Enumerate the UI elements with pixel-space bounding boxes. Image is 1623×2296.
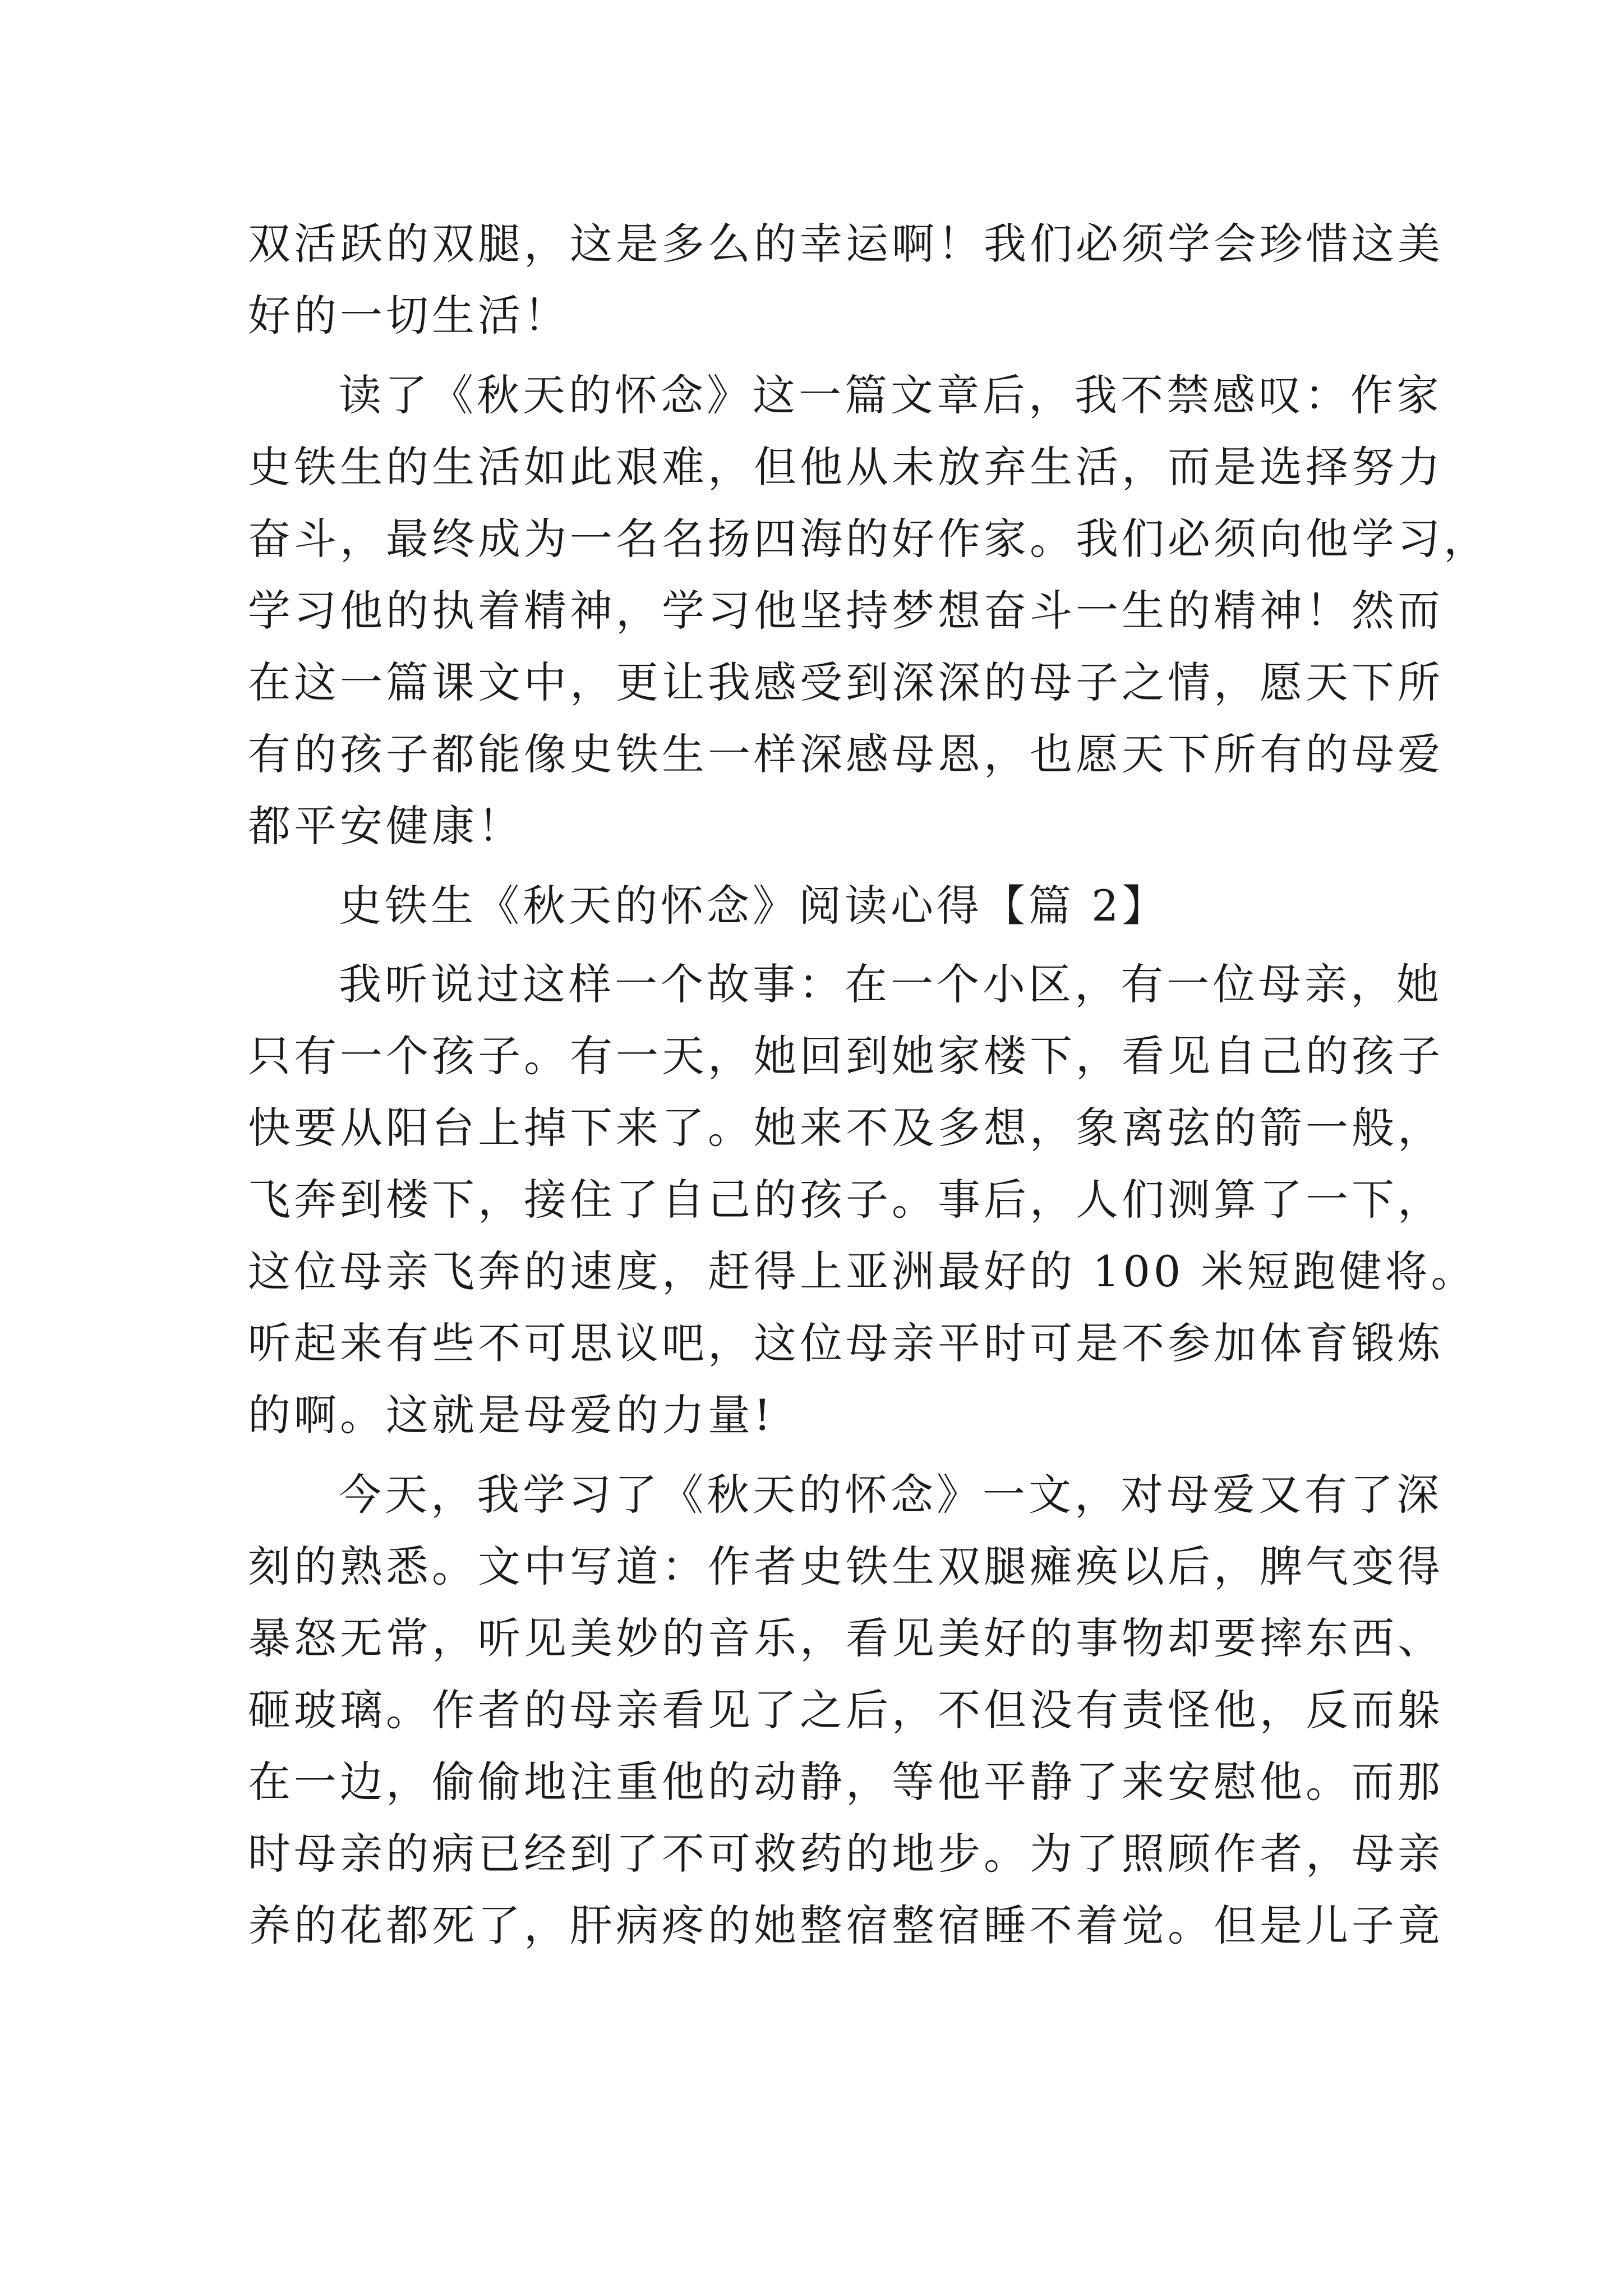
text-line: 我听说过这样一个故事：在一个小区，有一位母亲，她 (339, 959, 1442, 1009)
text-line: 在这一篇课文中，更让我感受到深深的母子之情，愿天下所 (248, 657, 1444, 707)
section-heading: 史铁生《秋天的怀念》阅读心得【篇 2】 (339, 881, 1168, 931)
text-line: 学习他的执着精神，学习他坚持梦想奋斗一生的精神！然而 (248, 586, 1444, 636)
text-line: 时母亲的病已经到了不可救药的地步。为了照顾作者，母亲 (248, 1829, 1444, 1879)
text-line: 在一边，偷偷地注重他的动静，等他平静了来安慰他。而那 (248, 1757, 1444, 1807)
text-line: 快要从阳台上掉下来了。她来不及多想，象离弦的箭一般， (248, 1103, 1444, 1153)
text-line: 读了《秋天的怀念》这一篇文章后，我不禁感叹：作家 (339, 370, 1442, 420)
text-line: 养的花都死了，肝病疼的她整宿整宿睡不着觉。但是儿子竟 (248, 1901, 1444, 1950)
text-line: 这位母亲飞奔的速度，赶得上亚洲最好的 100 米短跑健将。 (248, 1246, 1477, 1296)
text-line: 刻的熟悉。文中写道：作者史铁生双腿瘫痪以后，脾气变得 (248, 1542, 1444, 1591)
text-line: 飞奔到楼下，接住了自己的孩子。事后，人们测算了一下， (248, 1175, 1444, 1225)
text-line: 的啊。这就是母爱的力量! (248, 1390, 774, 1440)
text-line: 都平安健康！ (248, 801, 524, 851)
text-line: 只有一个孩子。有一天，她回到她家楼下，看见自己的孩子 (248, 1031, 1444, 1081)
text-line: 好的一切生活！ (248, 291, 570, 341)
text-line: 暴怒无常，听见美妙的音乐，看见美好的事物却要摔东西、 (248, 1613, 1444, 1663)
text-line: 双活跃的双腿，这是多么的幸运啊！我们必须学会珍惜这美 (248, 219, 1444, 269)
text-line: 有的孩子都能像史铁生一样深感母恩，也愿天下所有的母爱 (248, 729, 1444, 779)
text-line: 史铁生的生活如此艰难，但他从未放弃生活，而是选择努力 (248, 442, 1444, 492)
text-line: 今天，我学习了《秋天的怀念》一文，对母爱又有了深 (339, 1470, 1442, 1520)
text-line: 听起来有些不可思议吧，这位母亲平时可是不参加体育锻炼 (248, 1318, 1444, 1368)
text-line: 奋斗，最终成为一名名扬四海的好作家。我们必须向他学习， (248, 514, 1490, 564)
text-line: 砸玻璃。作者的母亲看见了之后，不但没有责怪他，反而躲 (248, 1685, 1444, 1735)
